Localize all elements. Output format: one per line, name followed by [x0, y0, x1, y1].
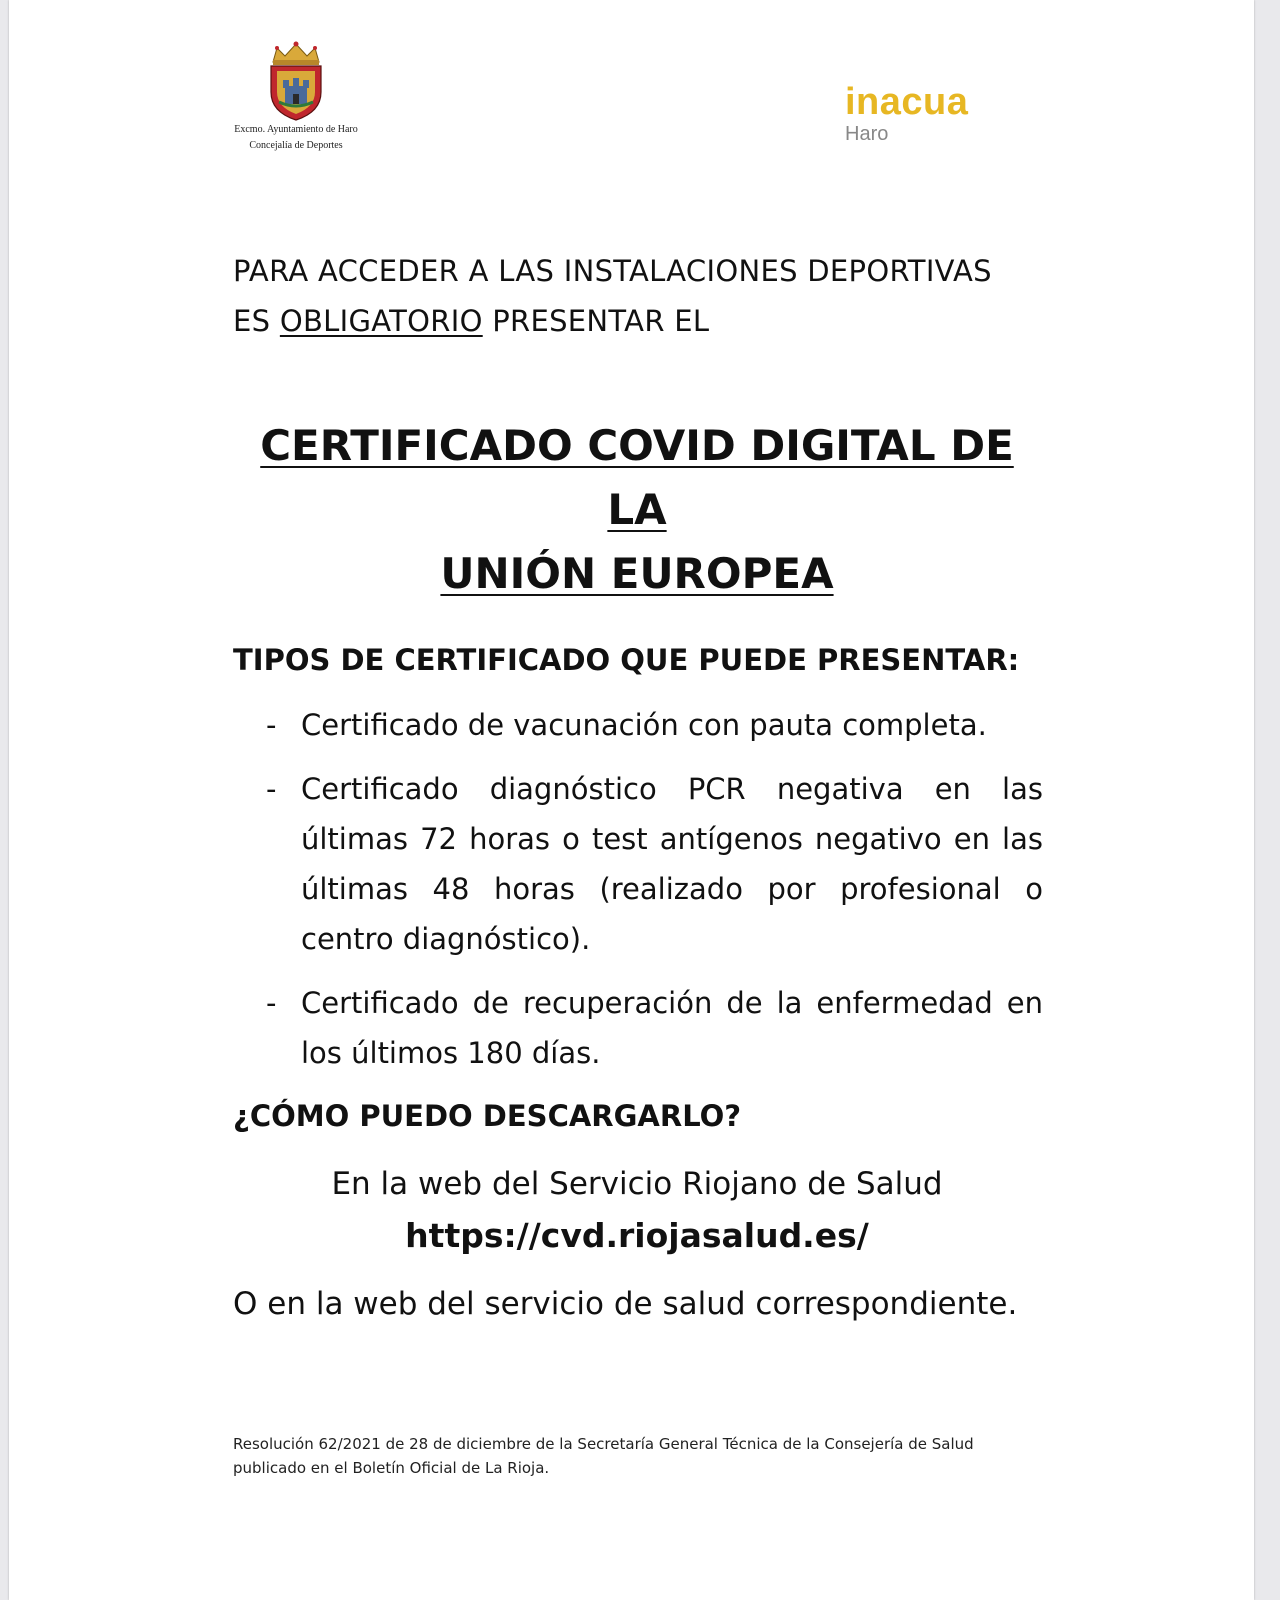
page-title — [233, 414, 1041, 606]
download-url-link[interactable]: https://cvd.riojasalud.es/ — [405, 1216, 869, 1255]
intro-line2-suffix: PRESENTAR EL — [482, 304, 710, 338]
list-item-text: Certificado de recuperación de la enfermedad en los últimos 180 días. — [301, 986, 1043, 1070]
bullet-dash: - — [266, 772, 277, 806]
download-heading: ¿CÓMO PUEDO DESCARGARLO? — [233, 1099, 742, 1133]
crest-caption-line2: Concejalía de Deportes — [249, 140, 343, 151]
list-item-text: Certificado diagnóstico PCR negativa en las últimas 72 horas o test antígenos negativo en las últimas 48 horas (realizado por profesional o centro diagnóstico). — [301, 772, 1043, 956]
crest-caption-line1: Excmo. Ayuntamiento de Haro — [234, 124, 358, 135]
types-heading: TIPOS DE CERTIFICADO QUE PUEDE PRESENTAR: — [233, 643, 1020, 677]
brand-location: Haro — [845, 123, 889, 145]
list-item — [233, 700, 1043, 750]
title-line1: CERTIFICADO COVID DIGITAL DE LA — [260, 421, 1014, 534]
list-item — [233, 764, 1043, 964]
bullet-dash: - — [266, 986, 277, 1020]
title-line2: UNIÓN EUROPEA — [440, 549, 834, 598]
list-item — [233, 978, 1043, 1078]
coat-of-arms-icon — [263, 40, 329, 122]
intro-text — [233, 246, 1043, 346]
intro-line2 — [233, 296, 1043, 346]
intro-line2-prefix: ES — [233, 304, 280, 338]
crest-caption — [221, 122, 371, 154]
certificate-types-list — [233, 700, 1043, 1092]
document-page — [9, 0, 1254, 1600]
brand-logo: inacua — [845, 81, 969, 123]
legal-footnote: Resolución 62/2021 de 28 de diciembre de la Secretaría General Técnica de la Consejería de Salud publicado en el Boletín Oficial de La Rioja. — [233, 1435, 974, 1477]
obligatorio-underlined: OBLIGATORIO — [279, 304, 483, 338]
intro-line1: PARA ACCEDER A LAS INSTALACIONES DEPORTIVAS — [233, 254, 992, 288]
download-source-text: En la web del Servicio Riojano de Salud — [331, 1166, 943, 1202]
list-item-text: Certificado de vacunación con pauta completa. — [301, 708, 987, 742]
closing-text: O en la web del servicio de salud correspondiente. — [233, 1286, 1018, 1322]
bullet-dash: - — [266, 708, 277, 742]
